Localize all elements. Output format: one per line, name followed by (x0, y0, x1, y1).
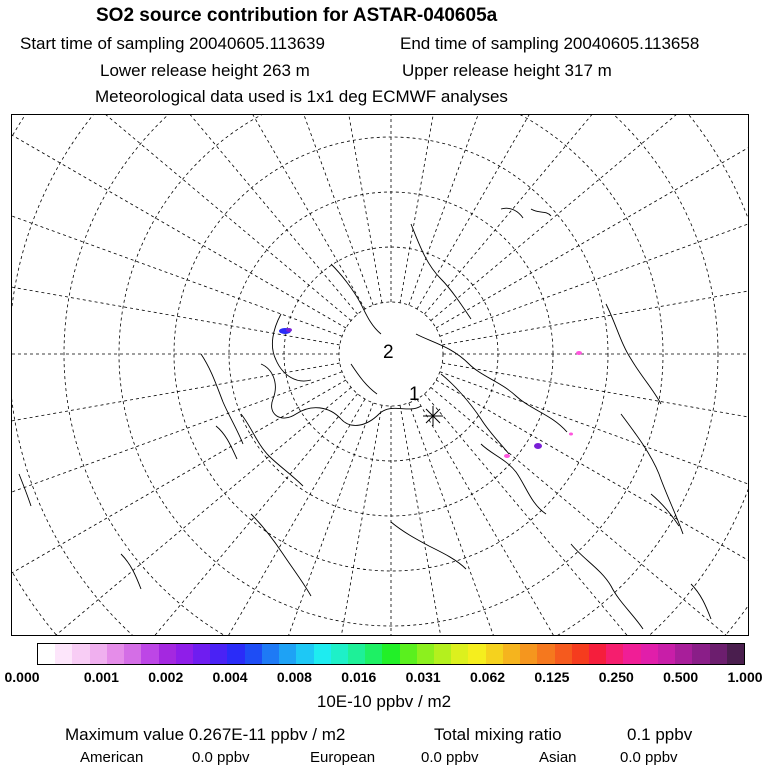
colorbar-tick-label: 0.008 (276, 669, 312, 685)
region-american-value: 0.0 ppbv (192, 749, 250, 766)
region-american-name: American (80, 749, 144, 766)
colorbar-tick-label: 0.250 (598, 669, 634, 685)
plume-marker (534, 443, 542, 449)
colorbar-swatch (520, 644, 537, 664)
colorbar-swatch (572, 644, 589, 664)
colorbar-swatch (210, 644, 227, 664)
colorbar-swatch (159, 644, 176, 664)
colorbar-swatch (623, 644, 640, 664)
page-title: SO2 source contribution for ASTAR-040605a (96, 5, 498, 26)
colorbar-ticks (0, 669, 768, 687)
colorbar-swatch (365, 644, 382, 664)
colorbar-swatch (382, 644, 399, 664)
colorbar-tick-label: 0.016 (341, 669, 377, 685)
colorbar-swatch (331, 644, 348, 664)
colorbar-swatch (589, 644, 606, 664)
region-european-name: European (310, 749, 376, 766)
colorbar-swatch (555, 644, 572, 664)
colorbar-swatch (279, 644, 296, 664)
total-mixing-label: Total mixing ratio (434, 725, 562, 744)
colorbar-swatch (245, 644, 262, 664)
colorbar-swatch (38, 644, 55, 664)
colorbar-swatch (503, 644, 520, 664)
colorbar-unit: 10E-10 ppbv / m2 (316, 692, 452, 711)
colorbar-swatch (606, 644, 623, 664)
colorbar (37, 643, 745, 665)
max-value-label: Maximum value 0.267E-11 ppbv / m2 (65, 725, 346, 744)
total-mixing-value: 0.1 ppbv (627, 725, 693, 744)
colorbar-swatch (727, 644, 744, 664)
colorbar-swatch (400, 644, 417, 664)
colorbar-tick-label: 0.002 (148, 669, 184, 685)
colorbar-swatch (55, 644, 72, 664)
colorbar-tick-label: 0.000 (4, 669, 40, 685)
colorbar-swatch (710, 644, 727, 664)
contour-label-2: 2 (383, 342, 394, 363)
colorbar-swatch (314, 644, 331, 664)
colorbar-swatch (124, 644, 141, 664)
colorbar-swatch (72, 644, 89, 664)
plume-marker (504, 454, 510, 458)
colorbar-tick-label: 0.004 (212, 669, 248, 685)
colorbar-swatch (417, 644, 434, 664)
colorbar-tick-label: 0.062 (470, 669, 506, 685)
colorbar-swatch (107, 644, 124, 664)
region-european-value: 0.0 ppbv (421, 749, 479, 766)
met-data-label: Meteorological data used is 1x1 deg ECMWF analyses (95, 87, 508, 106)
colorbar-swatch (141, 644, 158, 664)
plume-marker (286, 328, 292, 332)
colorbar-swatch (486, 644, 503, 664)
plume-marker (576, 351, 582, 355)
region-asian-name: Asian (539, 749, 577, 766)
plume-marker (569, 433, 573, 436)
colorbar-swatch (658, 644, 675, 664)
colorbar-swatch (675, 644, 692, 664)
contour-label-1: 1 (409, 384, 420, 405)
colorbar-swatch (348, 644, 365, 664)
colorbar-swatch (641, 644, 658, 664)
colorbar-swatch (176, 644, 193, 664)
upper-height-label: Upper release height 317 m (402, 61, 612, 80)
end-time-label: End time of sampling 20040605.113658 (400, 34, 700, 53)
colorbar-swatch (193, 644, 210, 664)
lower-height-label: Lower release height 263 m (100, 61, 310, 80)
colorbar-swatch (692, 644, 709, 664)
colorbar-swatch (451, 644, 468, 664)
colorbar-swatch (262, 644, 279, 664)
start-time-label: Start time of sampling 20040605.113639 (20, 34, 325, 53)
colorbar-swatch (468, 644, 485, 664)
colorbar-tick-label: 0.001 (83, 669, 119, 685)
colorbar-tick-label: 1.000 (727, 669, 763, 685)
colorbar-tick-label: 0.031 (405, 669, 441, 685)
colorbar-swatch (434, 644, 451, 664)
region-asian-value: 0.0 ppbv (620, 749, 678, 766)
colorbar-swatch (296, 644, 313, 664)
colorbar-swatch (537, 644, 554, 664)
map-canvas (11, 114, 749, 636)
release-site-marker (423, 406, 443, 426)
colorbar-tick-label: 0.500 (663, 669, 699, 685)
colorbar-swatch (227, 644, 244, 664)
colorbar-swatch (90, 644, 107, 664)
polar-map (11, 114, 749, 636)
colorbar-tick-label: 0.125 (534, 669, 570, 685)
